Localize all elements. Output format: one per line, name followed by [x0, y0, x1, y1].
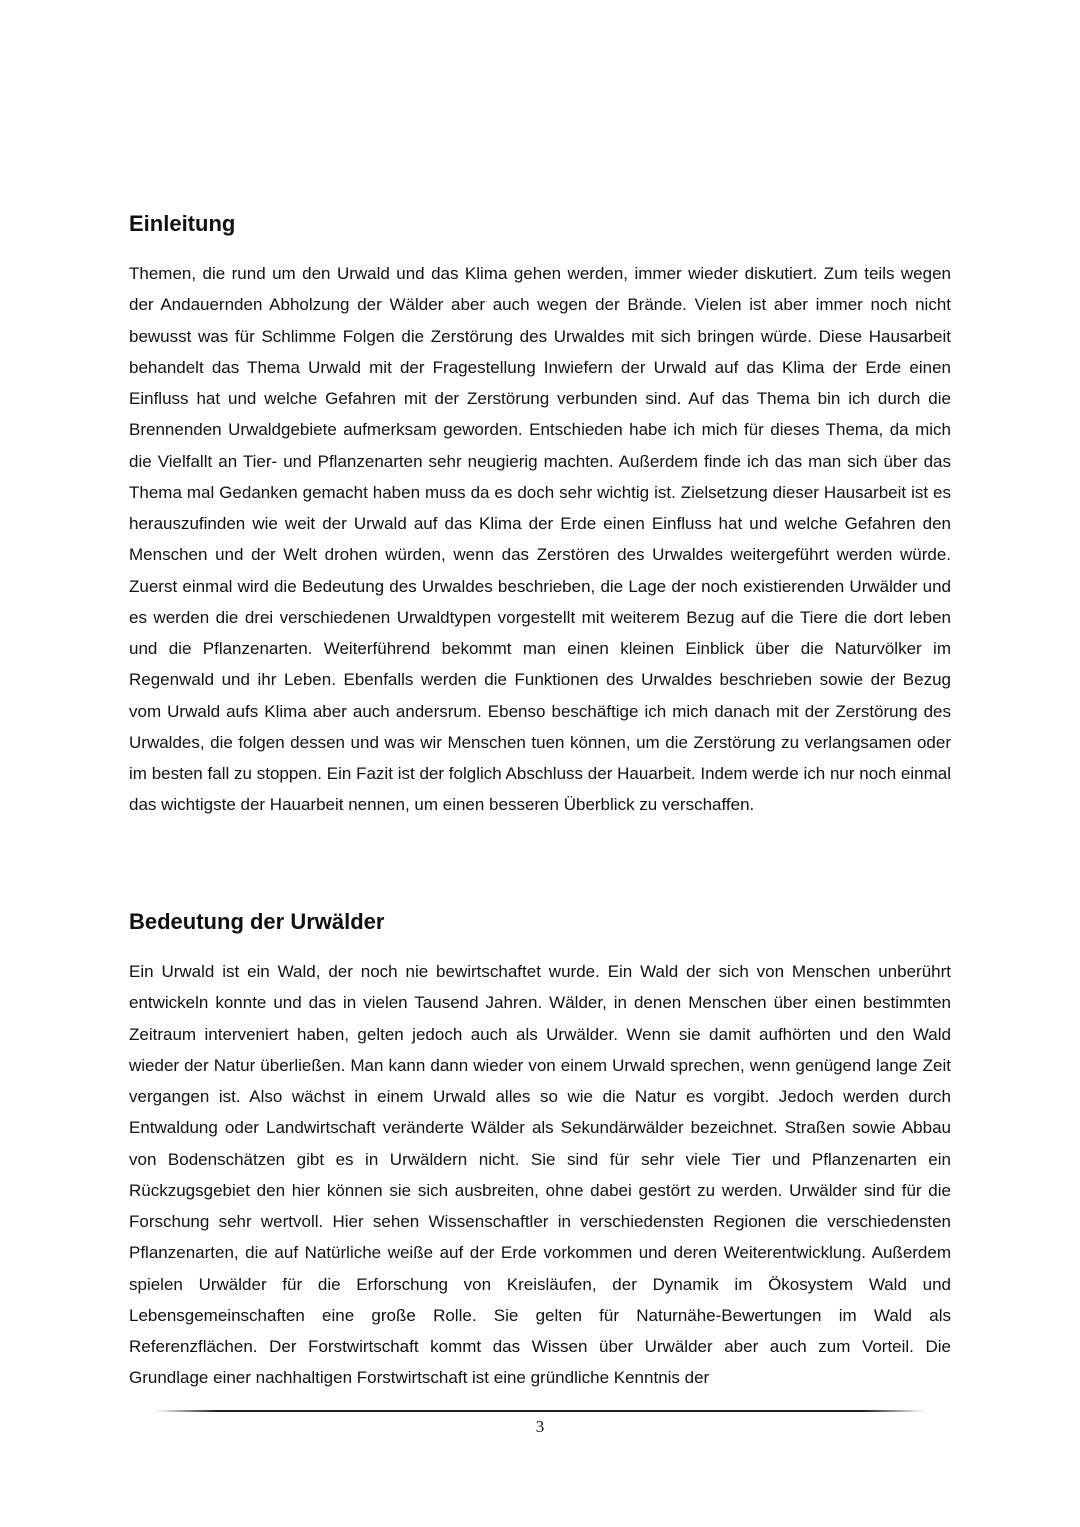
section-heading-einleitung: Einleitung	[129, 211, 236, 236]
page-number: 3	[535, 1417, 545, 1436]
section-paragraph-einleitung: Themen, die rund um den Urwald und das Klima gehen werden, immer wieder diskutiert. Zum teils wegen der Andauernden Abholzung der Wälder aber auch wegen der Brände. Vielen ist aber immer noch nicht bewusst was für Schlimme Folgen die Zerstörung des Urwaldes mit sich bringen würde. Diese Hausarbeit behandelt das Thema Urwald mit der Fragestellung Inwiefern der Urwald auf das Klima der Erde einen Einfluss hat und welche Gefahren mit der Zerstörung verbunden sind. Auf das Thema bin ich durch die Brennenden Urwaldgebiete aufmerksam geworden. Entschieden habe ich mich für dieses Thema, da mich die Vielfallt an Tier- und Pflanzenarten sehr neugierig machten. Außerdem finde ich das man sich über das Thema mal Gedanken gemacht haben muss da es doch sehr wichtig ist. Zielsetzung dieser Hausarbeit ist es herauszufinden wie weit der Urwald auf das Klima der Erde einen Einfluss hat und welche Gefahren den Menschen und der Welt drohen würden, wenn das Zerstören des Urwaldes weitergeführt werden würde. Zuerst einmal wird die Bedeutung des Urwaldes beschrieben, die Lage der noch existierenden Urwälder und es werden die drei verschiedenen Urwaldtypen vorgestellt mit weiterem Bezug auf die Tiere die dort leben und die Pflanzenarten. Weiterführend bekommt man einen kleinen Einblick über die Naturvölker im Regenwald und ihr Leben. Ebenfalls werden die Funktionen des Urwaldes beschrieben sowie der Bezug vom Urwald aufs Klima aber auch andersrum. Ebenso beschäftige ich mich danach mit der Zerstörung des Urwaldes, die folgen dessen und was wir Menschen tuen können, um die Zerstörung zu verlangsamen oder im besten fall zu stoppen. Ein Fazit ist der folglich Abschluss der Hauarbeit. Indem werde ich nur noch einmal das wichtigste der Hauarbeit nennen, um einen besseren Überblick zu verschaffen.	[129, 264, 951, 815]
section-heading-bedeutung: Bedeutung der Urwälder	[129, 909, 385, 934]
section-paragraph-bedeutung: Ein Urwald ist ein Wald, der noch nie bewirtschaftet wurde. Ein Wald der sich von Menschen unberührt entwickeln konnte und das in vielen Tausend Jahren. Wälder, in denen Menschen über einen bestimmten Zeitraum interveniert haben, gelten jedoch auch als Urwälder. Wenn sie damit aufhörten und den Wald wieder der Natur überließen. Man kann dann wieder von einem Urwald sprechen, wenn genügend lange Zeit vergangen ist. Also wächst in einem Urwald alles so wie die Natur es vorgibt. Jedoch werden durch Entwaldung oder Landwirtschaft veränderte Wälder als Sekundärwälder bezeichnet. Straßen sowie Abbau von Bodenschätzen gibt es in Urwäldern nicht. Sie sind für sehr viele Tier und Pflanzenarten ein Rückzugsgebiet den hier können sie sich ausbreiten, ohne dabei gestört zu werden. Urwälder sind für die Forschung sehr wertvoll. Hier sehen Wissenschaftler in verschiedensten Regionen die verschiedensten Pflanzenarten, die auf Natürliche weiße auf der Erde vorkommen und deren Weiterentwicklung. Außerdem spielen Urwälder für die Erforschung von Kreisläufen, der Dynamik im Ökosystem Wald und Lebensgemeinschaften eine große Rolle. Sie gelten für Naturnähe-Bewertungen im Wald als Referenzflächen. Der Forstwirtschaft kommt das Wissen über Urwälder aber auch zum Vorteil. Die Grundlage einer nachhaltigen Forstwirtschaft ist eine gründliche Kenntnis der	[129, 962, 951, 1388]
footer-divider	[155, 1410, 925, 1412]
